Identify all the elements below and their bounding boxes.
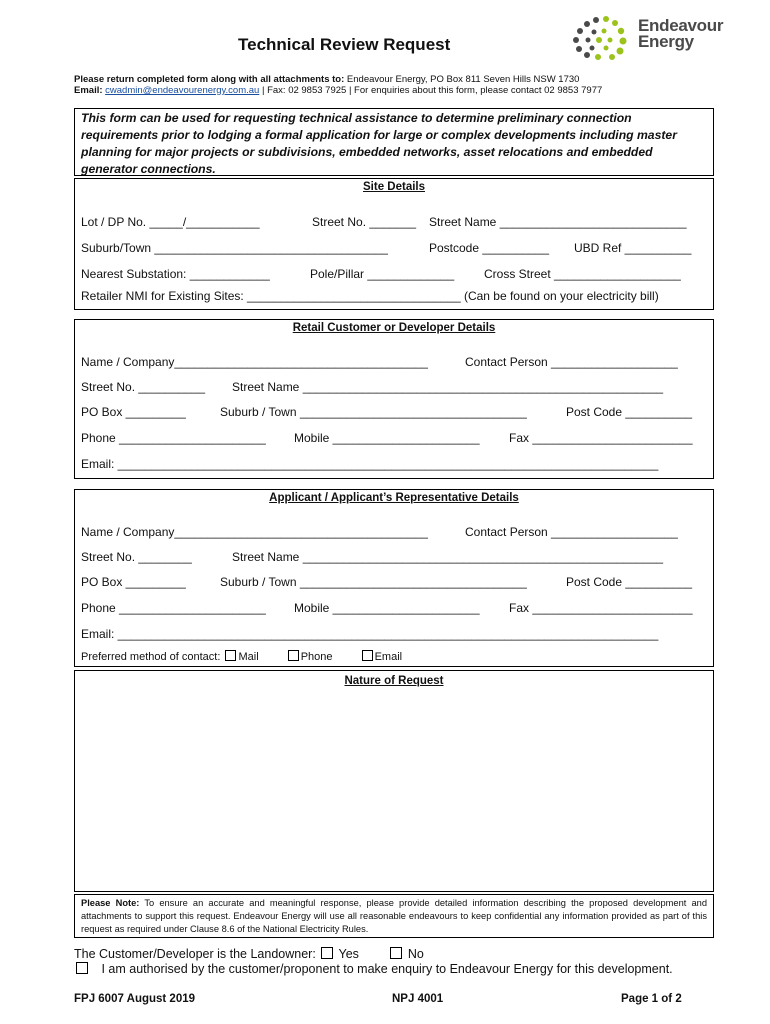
street-no-field[interactable]: Street No. _______: [312, 215, 417, 229]
landowner-no-label: No: [407, 947, 424, 961]
intro-text: This form can be used for requesting technical assistance to determine preliminary connection requirements prior to lodging a formal application for large or complex developments including master planning for major projects or subdivisions, embedded networks, asset relocations and embedded generator connections.: [81, 111, 677, 176]
form-code: FPJ 6007 August 2019: [74, 993, 196, 1005]
landowner-row: [74, 947, 424, 961]
customer-mobile-field[interactable]: Mobile ______________________: [294, 431, 480, 445]
authorised-checkbox[interactable]: [76, 962, 88, 974]
authorised-text: I am authorised by the customer/proponent to make enquiry to Endeavour Energy for this development.: [101, 962, 673, 976]
nature-of-request-section[interactable]: [74, 670, 714, 892]
logo-line-2: Energy: [638, 32, 694, 51]
postcode-field[interactable]: Postcode __________: [429, 241, 550, 255]
landowner-no-checkbox[interactable]: [390, 947, 402, 959]
customer-street-no-field[interactable]: Street No. __________: [81, 380, 206, 394]
nmi-field[interactable]: Retailer NMI for Existing Sites: ________________________________ (Can be found on your electricity bill): [81, 289, 659, 303]
nature-of-request-title: Nature of Request: [344, 675, 444, 687]
cross-street-field[interactable]: Cross Street ___________________: [484, 267, 681, 281]
landowner-yes-checkbox[interactable]: [321, 947, 333, 959]
applicant-postcode-field[interactable]: Post Code __________: [566, 575, 693, 589]
applicant-fax-field[interactable]: Fax ________________________: [509, 601, 693, 615]
customer-details-title: Retail Customer or Developer Details: [292, 322, 496, 334]
applicant-details-title: Applicant / Applicant’s Representative Details: [269, 492, 519, 504]
customer-contact-field[interactable]: Contact Person ___________________: [465, 355, 678, 369]
contact-line: [74, 85, 602, 96]
applicant-po-box-field[interactable]: PO Box _________: [81, 575, 186, 589]
phone-option-label: Phone: [300, 651, 333, 663]
return-label: Please return completed form along with all attachments to:: [74, 74, 345, 85]
customer-street-name-field[interactable]: Street Name ______________________________________________________: [232, 380, 664, 394]
lot-dp-field[interactable]: Lot / DP No. _____/___________: [81, 215, 260, 229]
customer-email-field[interactable]: Email: _________________________________________________________________________________: [81, 457, 659, 471]
form-title: Technical Review Request: [238, 35, 451, 54]
fax-enquiries: | Fax: 02 9853 7925 | For enquiries about this form, please contact 02 9853 7977: [261, 85, 603, 96]
applicant-name-field[interactable]: Name / Company______________________________________: [81, 525, 428, 539]
applicant-phone-field[interactable]: Phone ______________________: [81, 601, 266, 615]
preferred-contact-row: [81, 650, 402, 663]
customer-name-field[interactable]: Name / Company______________________________________: [81, 355, 428, 369]
email-label: Email:: [74, 85, 103, 96]
please-note-text: To ensure an accurate and meaningful response, please provide detailed information describing the proposed development and attachments to support this request. Endeavour Energy will use all reasonable endeavours to keep confidential any information provided as part of this request as required under Clause 8.6 of the National Electricity Rules.: [81, 898, 707, 934]
customer-details-section: [74, 319, 714, 479]
please-note-label: Please Note:: [81, 898, 140, 908]
site-details-section: [74, 178, 714, 310]
applicant-details-section: [74, 489, 714, 667]
customer-fax-field[interactable]: Fax ________________________: [509, 431, 693, 445]
email-option-label: Email: [374, 651, 403, 663]
applicant-street-name-field[interactable]: Street Name ______________________________________________________: [232, 550, 664, 564]
email-link[interactable]: cwadmin@endeavourenergy.com.au: [105, 85, 260, 96]
logo-line-1: Endeavour: [638, 16, 724, 35]
applicant-suburb-field[interactable]: Suburb / Town __________________________________: [220, 575, 527, 589]
logo-wordmark: [638, 18, 723, 50]
applicant-street-no-field[interactable]: Street No. ________: [81, 550, 192, 564]
preferred-contact-label: Preferred method of contact:: [81, 651, 221, 663]
applicant-email-field[interactable]: Email: _________________________________________________________________________________: [81, 627, 659, 641]
return-instructions: [74, 74, 579, 85]
customer-phone-field[interactable]: Phone ______________________: [81, 431, 266, 445]
applicant-contact-field[interactable]: Contact Person ___________________: [465, 525, 678, 539]
landowner-yes-label: Yes: [338, 947, 359, 961]
ubd-ref-field[interactable]: UBD Ref __________: [574, 241, 692, 255]
endeavour-energy-logo: [566, 14, 736, 60]
street-name-field[interactable]: Street Name ____________________________: [429, 215, 687, 229]
logo-dots-icon: [566, 14, 632, 60]
suburb-field[interactable]: Suburb/Town ___________________________________: [81, 241, 388, 255]
substation-field[interactable]: Nearest Substation: ____________: [81, 267, 270, 281]
customer-suburb-field[interactable]: Suburb / Town __________________________________: [220, 405, 527, 419]
applicant-mobile-field[interactable]: Mobile ______________________: [294, 601, 480, 615]
site-details-title: Site Details: [363, 181, 425, 193]
customer-postcode-field[interactable]: Post Code __________: [566, 405, 693, 419]
authorised-row: [74, 962, 673, 976]
phone-checkbox[interactable]: [288, 650, 299, 661]
return-address: Endeavour Energy, PO Box 811 Seven Hills NSW 1730: [346, 74, 580, 85]
intro-box: [74, 108, 714, 176]
pole-pillar-field[interactable]: Pole/Pillar _____________: [310, 267, 455, 281]
please-note-box: [74, 894, 714, 938]
landowner-question: The Customer/Developer is the Landowner:: [74, 947, 316, 961]
npj-code: NPJ 4001: [392, 993, 444, 1005]
email-checkbox[interactable]: [362, 650, 373, 661]
page-number: Page 1 of 2: [621, 993, 682, 1005]
mail-option-label: Mail: [238, 651, 259, 663]
customer-po-box-field[interactable]: PO Box _________: [81, 405, 186, 419]
mail-checkbox[interactable]: [225, 650, 236, 661]
